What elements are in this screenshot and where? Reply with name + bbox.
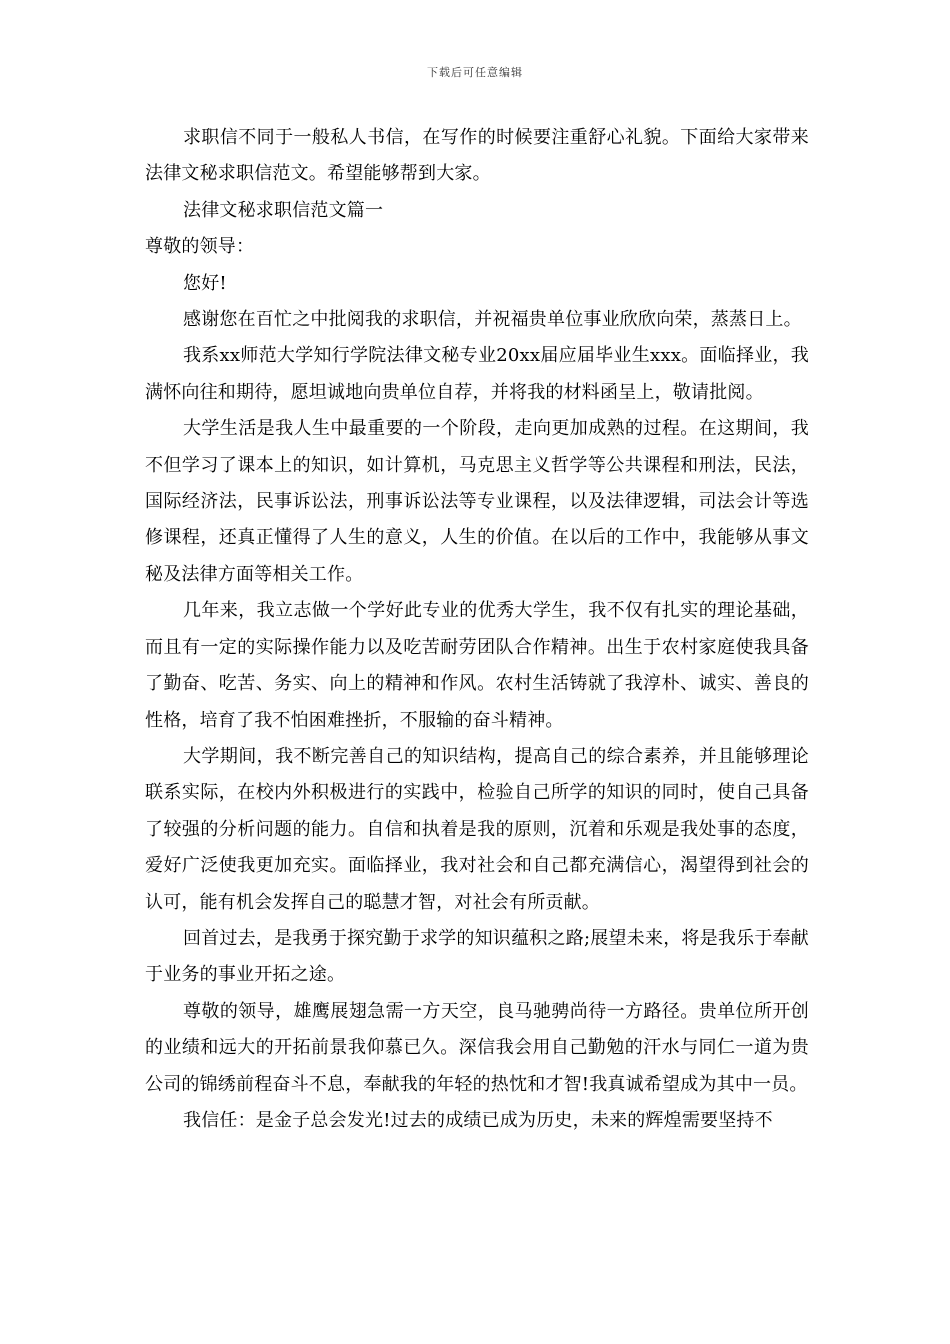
paragraph-college-period: 大学期间，我不断完善自己的知识结构，提高自己的综合素养，并且能够理论联系实际，在校内外积极进行的实践中，检验自己所学的知识的同时，使自己具备了较强的分析问题的能力。自信和执着是我的原则，沉着和乐观是我处事的态度，爱好广泛使我更加充实。面临择业，我对社会和自己都充满信心，渴望得到社会的认可，能有机会发挥自己的聪慧才智，对社会有所贡献。 <box>145 745 809 913</box>
paragraph-self-intro: 我系xx师范大学知行学院法律文秘专业20xx届应届毕业生xxx。面临择业，我满怀向往和期待，愿坦诚地向贵单位自荐，并将我的材料函呈上，敬请批阅。 <box>145 345 809 403</box>
salutation: 尊敬的领导： <box>145 236 255 258</box>
paragraph-appeal: 尊敬的领导，雄鹰展翅急需一方天空，良马驰骋尚待一方路径。贵单位所开创的业绩和远大的开拓前景我仰慕已久。深信我会用自己勤勉的汗水与同仁一道为贵公司的锦绣前程奋斗不息，奉献我的年轻的热忱和才智!我真诚希望成为其中一员。 <box>145 1000 809 1095</box>
paragraph-retrospect: 回首过去，是我勇于探究勤于求学的知识蕴积之路;展望未来，将是我乐于奉献于业务的事业开拓之途。 <box>145 927 809 986</box>
paragraph-thanks: 感谢您在百忙之中批阅我的求职信，并祝福贵单位事业欣欣向荣，蒸蒸日上。 <box>183 309 802 331</box>
document-body <box>145 120 809 1139</box>
paragraph-aspiration: 几年来，我立志做一个学好此专业的优秀大学生，我不仅有扎实的理论基础，而且有一定的实际操作能力以及吃苦耐劳团队合作精神。出生于农村家庭使我具备了勤奋、吃苦、务实、向上的精神和作风。农村生活铸就了我淳朴、诚实、善良的性格，培育了我不怕困难挫折，不服输的奋斗精神。 <box>145 600 809 731</box>
paragraph-intro: 求职信不同于一般私人书信，在写作的时候要注重舒心礼貌。下面给大家带来法律文秘求职信范文。希望能够帮到大家。 <box>145 127 809 185</box>
greeting: 您好! <box>183 272 227 294</box>
paragraph-university-life: 大学生活是我人生中最重要的一个阶段，走向更加成熟的过程。在这期间，我不但学习了课本上的知识，如计算机，马克思主义哲学等公共课程和刑法，民法，国际经济法，民事诉讼法，刑事诉讼法等专业课程，以及法律逻辑，司法会计等选修课程，还真正懂得了人生的意义，人生的价值。在以后的工作中，我能够从事文秘及法律方面等相关工作。 <box>145 418 809 585</box>
header-note: 下载后可任意编辑 <box>427 66 523 79</box>
paragraph-belief: 我信任：是金子总会发光!过去的成绩已成为历史，未来的辉煌需要坚持不 <box>183 1109 773 1131</box>
section-title: 法律文秘求职信范文篇一 <box>183 199 384 221</box>
